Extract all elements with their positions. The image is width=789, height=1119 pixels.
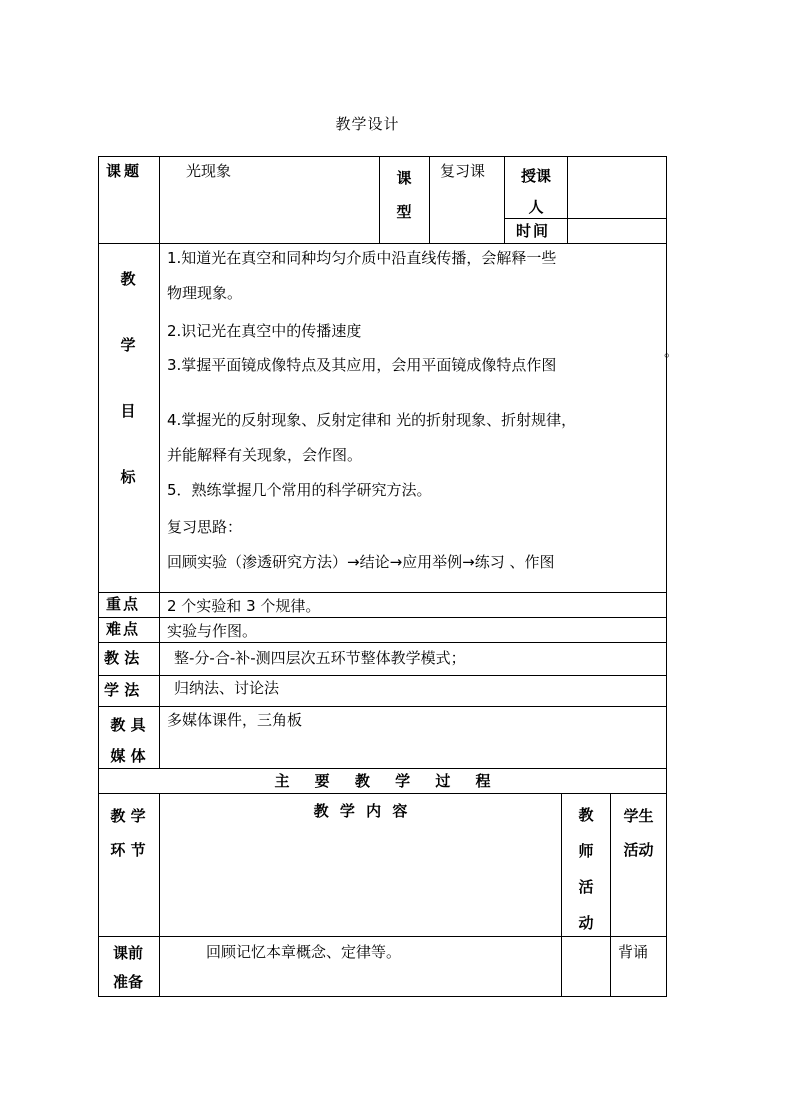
objective-3-tail: 。	[664, 342, 680, 360]
row-content: 回顾记忆本章概念、定律等。	[206, 943, 402, 961]
objectives-label: 教 学 目 标	[120, 270, 136, 486]
type-value: 复习课	[440, 162, 486, 180]
col-content-header: 教 学 内 容	[313, 802, 408, 820]
review-path: 回顾实验（渗透研究方法）→结论→应用举例→练习 、作图	[167, 553, 555, 571]
col-student-header: 学生 活动	[623, 807, 654, 859]
time-label: 时间	[516, 222, 551, 240]
objective-4b: 并能解释有关现象，会作图。	[167, 446, 363, 464]
topic-value: 光现象	[186, 162, 232, 180]
row-stage: 课前 准备	[112, 944, 143, 991]
topic-label: 课题	[106, 162, 143, 180]
difficulty-label: 难点	[106, 620, 141, 638]
teaching-method-value: 整-分-合-补-测四层次五环节整体教学模式；	[174, 649, 466, 667]
type-label: 课 型	[396, 169, 412, 221]
objective-1a: 1.知道光在真空和同种均匀介质中沿直线传播，会解释一些	[167, 249, 557, 267]
process-banner: 主 要 教 学 过 程	[274, 772, 491, 790]
media-label: 教 具 媒 体	[110, 716, 146, 765]
media-value: 多媒体课件，三角板	[167, 711, 303, 729]
difficulty-value: 实验与作图。	[167, 622, 258, 640]
teaching-method-label: 教 法	[104, 649, 140, 667]
learning-method-label: 学 法	[104, 681, 140, 699]
objective-2: 2.识记光在真空中的传播速度	[167, 322, 362, 340]
row-student: 背诵	[618, 943, 649, 961]
objective-5: 5．熟练掌握几个常用的科学研究方法。	[167, 481, 432, 499]
key-points-label: 重点	[106, 595, 141, 613]
document-title: 教学设计	[335, 115, 400, 133]
review-title: 复习思路：	[167, 518, 243, 536]
key-points-value: 2 个实验和 3 个规律。	[167, 597, 321, 615]
teacher-label: 授课 人	[520, 167, 551, 216]
objective-4a: 4.掌握光的反射现象、反射定律和 光的折射现象、折射规律，	[167, 411, 577, 429]
objective-1b: 物理现象。	[167, 284, 243, 302]
learning-method-value: 归纳法、讨论法	[174, 679, 280, 697]
col-stage-header: 教 学 环 节	[110, 807, 146, 859]
col-teacher-header: 教 师 活 动	[578, 806, 594, 932]
objective-3: 3.掌握平面镜成像特点及其应用，会用平面镜成像特点作图	[167, 356, 557, 374]
